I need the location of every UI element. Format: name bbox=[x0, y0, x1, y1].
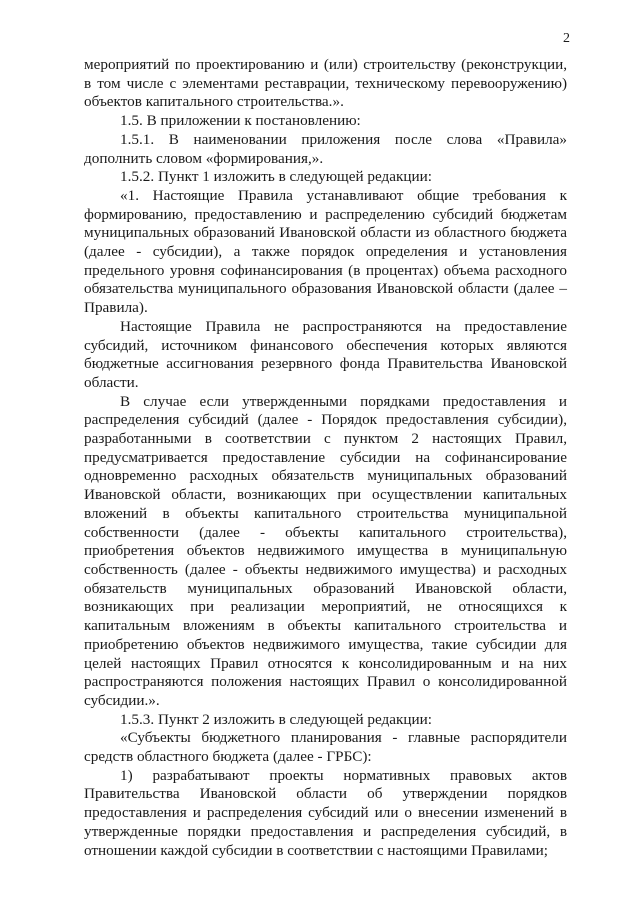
paragraph-rules-exclusion: Настоящие Правила не распространяются на предоставление субсидий, источником финансового обеспечения которых являются бюджетные ассигнования резервного фонда Правительства Ивановской области. bbox=[84, 317, 567, 391]
paragraph-consolidated-subsidy: В случае если утвержденными порядками предоставления и распределения субсидий (далее - Порядок предоставления субсидии), разработанными в соответствии с пунктом 2 настоящих Правил, предусматривается предоставление субсидии на софинансирование одновременно расходных обязательств муниципальных образований Ивановской области, возникающих при осуществлении капитальных вложений в объекты капитального строительства муниципальной собственности (далее - объекты капитального строительства), приобретения объектов недвижимого имущества в муниципальную собственность (далее - объекты недвижимого имущества) и расходных обязательств муниципальных образований Ивановской области, возникающих при реализации мероприятий, не относящихся к капитальным вложениям в объекты капитального строительства и приобретению объектов недвижимого имущества, такие субсидии для целей настоящих Правил относятся к консолидированным и на них распространяются положения настоящих Правил о консолидированной субсидии.». bbox=[84, 392, 567, 709]
paragraph-1-5: 1.5. В приложении к постановлению: bbox=[120, 112, 361, 130]
paragraph-1-5-3: 1.5.3. Пункт 2 изложить в следующей редакции: bbox=[120, 710, 433, 728]
paragraph-1-5-2: 1.5.2. Пункт 1 изложить в следующей редакции: bbox=[120, 168, 433, 186]
page-number: 2 bbox=[563, 31, 570, 46]
paragraph-grbs: «Субъекты бюджетного планирования - главные распорядители средств областного бюджета (далее - ГРБС): bbox=[84, 729, 567, 766]
paragraph-item-1: 1) разрабатывают проекты нормативных правовых актов Правительства Ивановской области об утверждении порядков предоставления и распределения субсидий или о внесении изменений в утвержденные порядки предоставления и распределения субсидий, в отношении каждой субсидии в соответствии с настоящими Правилами; bbox=[84, 766, 567, 859]
paragraph-rules-point-1: «1. Настоящие Правила устанавливают общие требования к формированию, предоставлению и распределению субсидий бюджетам муниципальных образований Ивановской области из областного бюджета (далее - субсидии), а также порядок определения и установления предельного уровня софинансирования (в процентах) объема расходного обязательства муниципального образования Ивановской области (далее – Правила). bbox=[84, 186, 567, 317]
document-body bbox=[84, 56, 567, 860]
paragraph-continuation: мероприятий по проектированию и (или) строительству (реконструкции, в том числе с элементами реставрации, техническому перевооружению) объектов капитального строительства.». bbox=[84, 56, 567, 111]
paragraph-1-5-1: 1.5.1. В наименовании приложения после слова «Правила» дополнить словом «формирования,». bbox=[84, 130, 567, 167]
